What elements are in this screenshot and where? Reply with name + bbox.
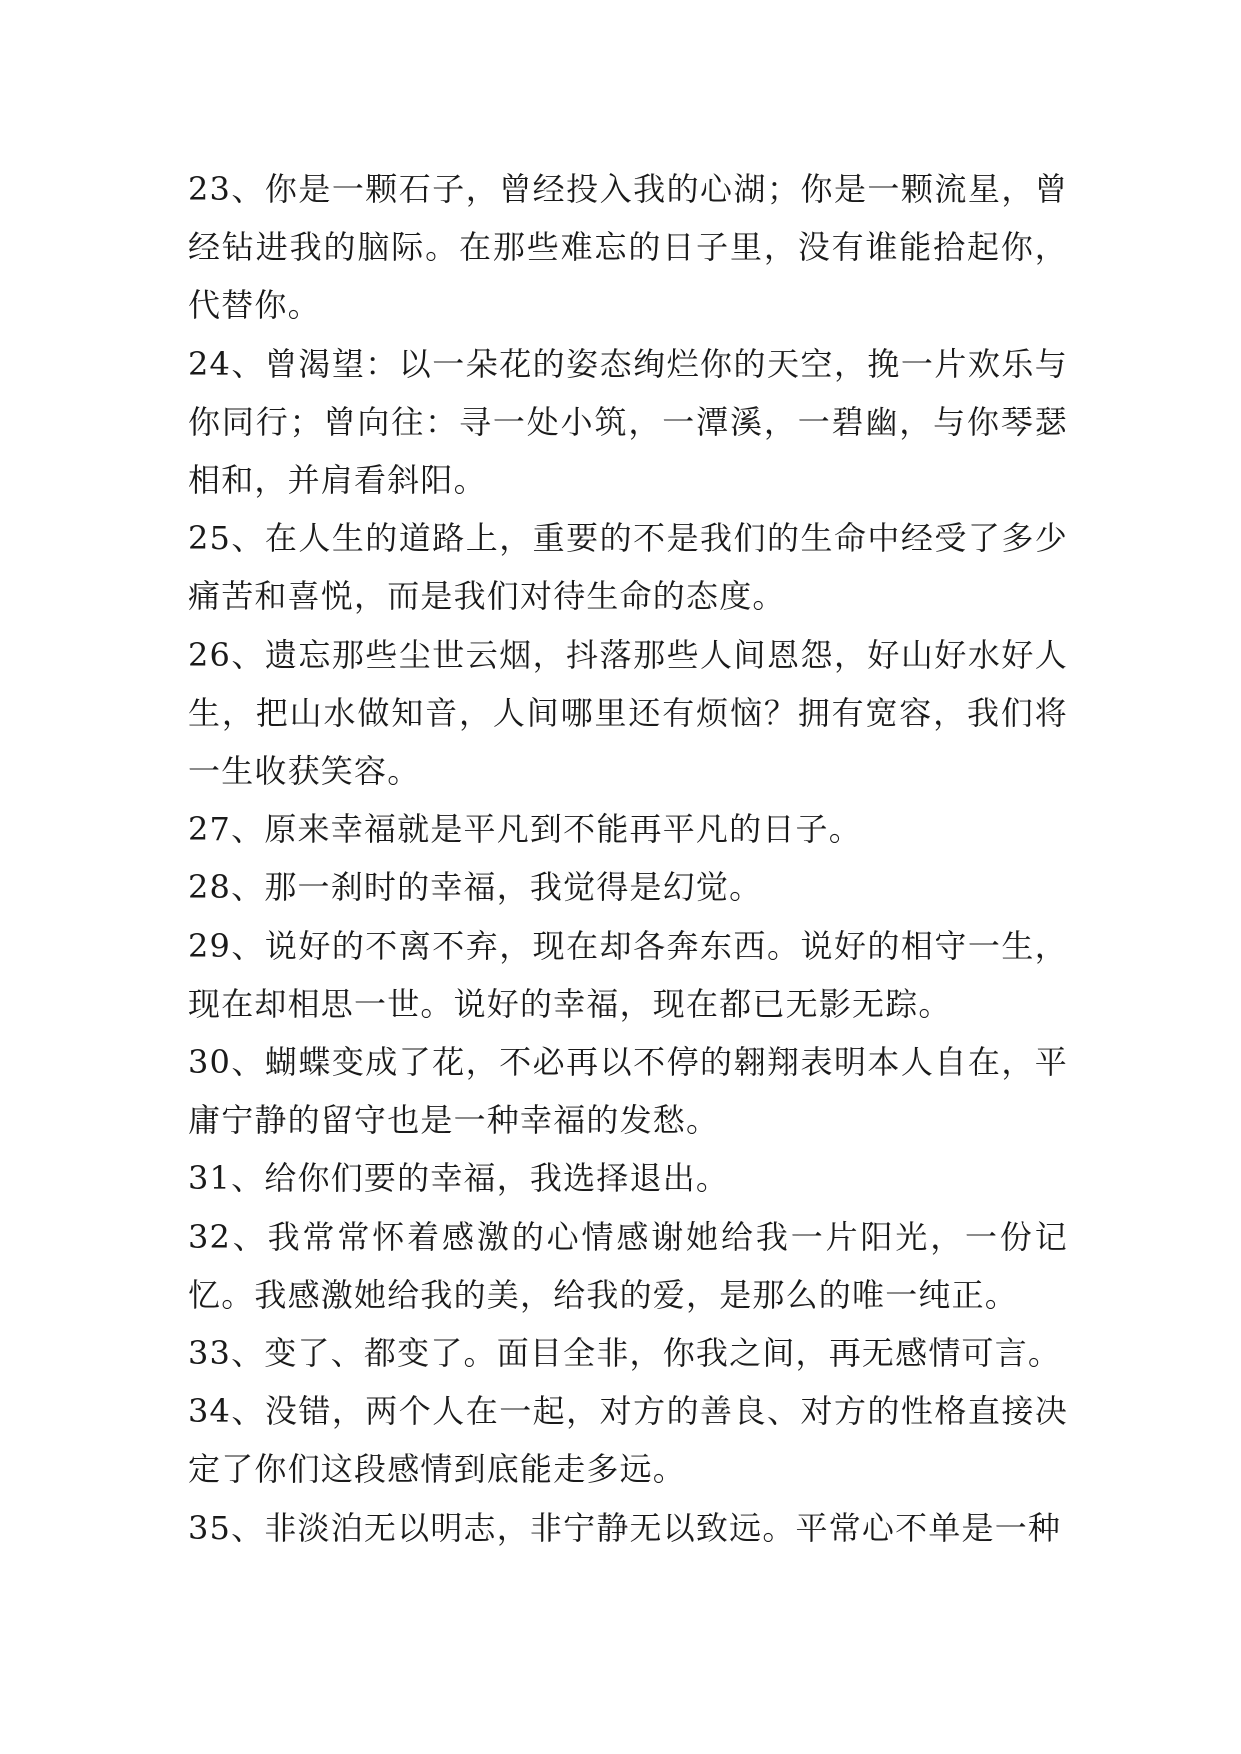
- quote-entry-33: 33、变了、都变了。面目全非，你我之间，再无感情可言。: [188, 1334, 1062, 1373]
- quote-entry-31: 31、给你们要的幸福，我选择退出。: [188, 1159, 730, 1198]
- quote-entry-27: 27、原来幸福就是平凡到不能再平凡的日子。: [188, 810, 862, 849]
- quote-entry-26: 26、遗忘那些尘世云烟，抖落那些人间恩怨，好山好水好人生，把山水做知音，人间哪里还有烦恼？拥有宽容，我们将一生收获笑容。: [188, 635, 1068, 791]
- quote-entry-28: 28、那一刹时的幸福，我觉得是幻觉。: [188, 868, 763, 907]
- document-body: [188, 160, 1068, 1557]
- quote-entry-32: 32、我常常怀着感激的心情感谢她给我一片阳光，一份记忆。我感激她给我的美，给我的爱，是那么的唯一纯正。: [188, 1217, 1068, 1314]
- quote-entry-24: 24、曾渴望：以一朵花的姿态绚烂你的天空，挽一片欢乐与你同行；曾向往：寻一处小筑，一潭溪，一碧幽，与你琴瑟相和，并肩看斜阳。: [188, 344, 1068, 500]
- quote-entry-23: 23、你是一颗石子，曾经投入我的心湖；你是一颗流星，曾经钻进我的脑际。在那些难忘的日子里，没有谁能拾起你，代替你。: [188, 170, 1068, 325]
- quote-entry-34: 34、没错，两个人在一起，对方的善良、对方的性格直接决定了你们这段感情到底能走多远。: [188, 1392, 1068, 1489]
- quote-entry-35: 35、非淡泊无以明志，非宁静无以致远。平常心不单是一种: [188, 1508, 1062, 1547]
- quote-entry-25: 25、在人生的道路上，重要的不是我们的生命中经受了多少痛苦和喜悦，而是我们对待生命的态度。: [188, 519, 1068, 616]
- quote-entry-30: 30、蝴蝶变成了花，不必再以不停的翱翔表明本人自在，平庸宁静的留守也是一种幸福的发愁。: [188, 1043, 1068, 1140]
- quote-entry-29: 29、说好的不离不弃，现在却各奔东西。说好的相守一生，现在却相思一世。说好的幸福，现在都已无影无踪。: [188, 926, 1068, 1023]
